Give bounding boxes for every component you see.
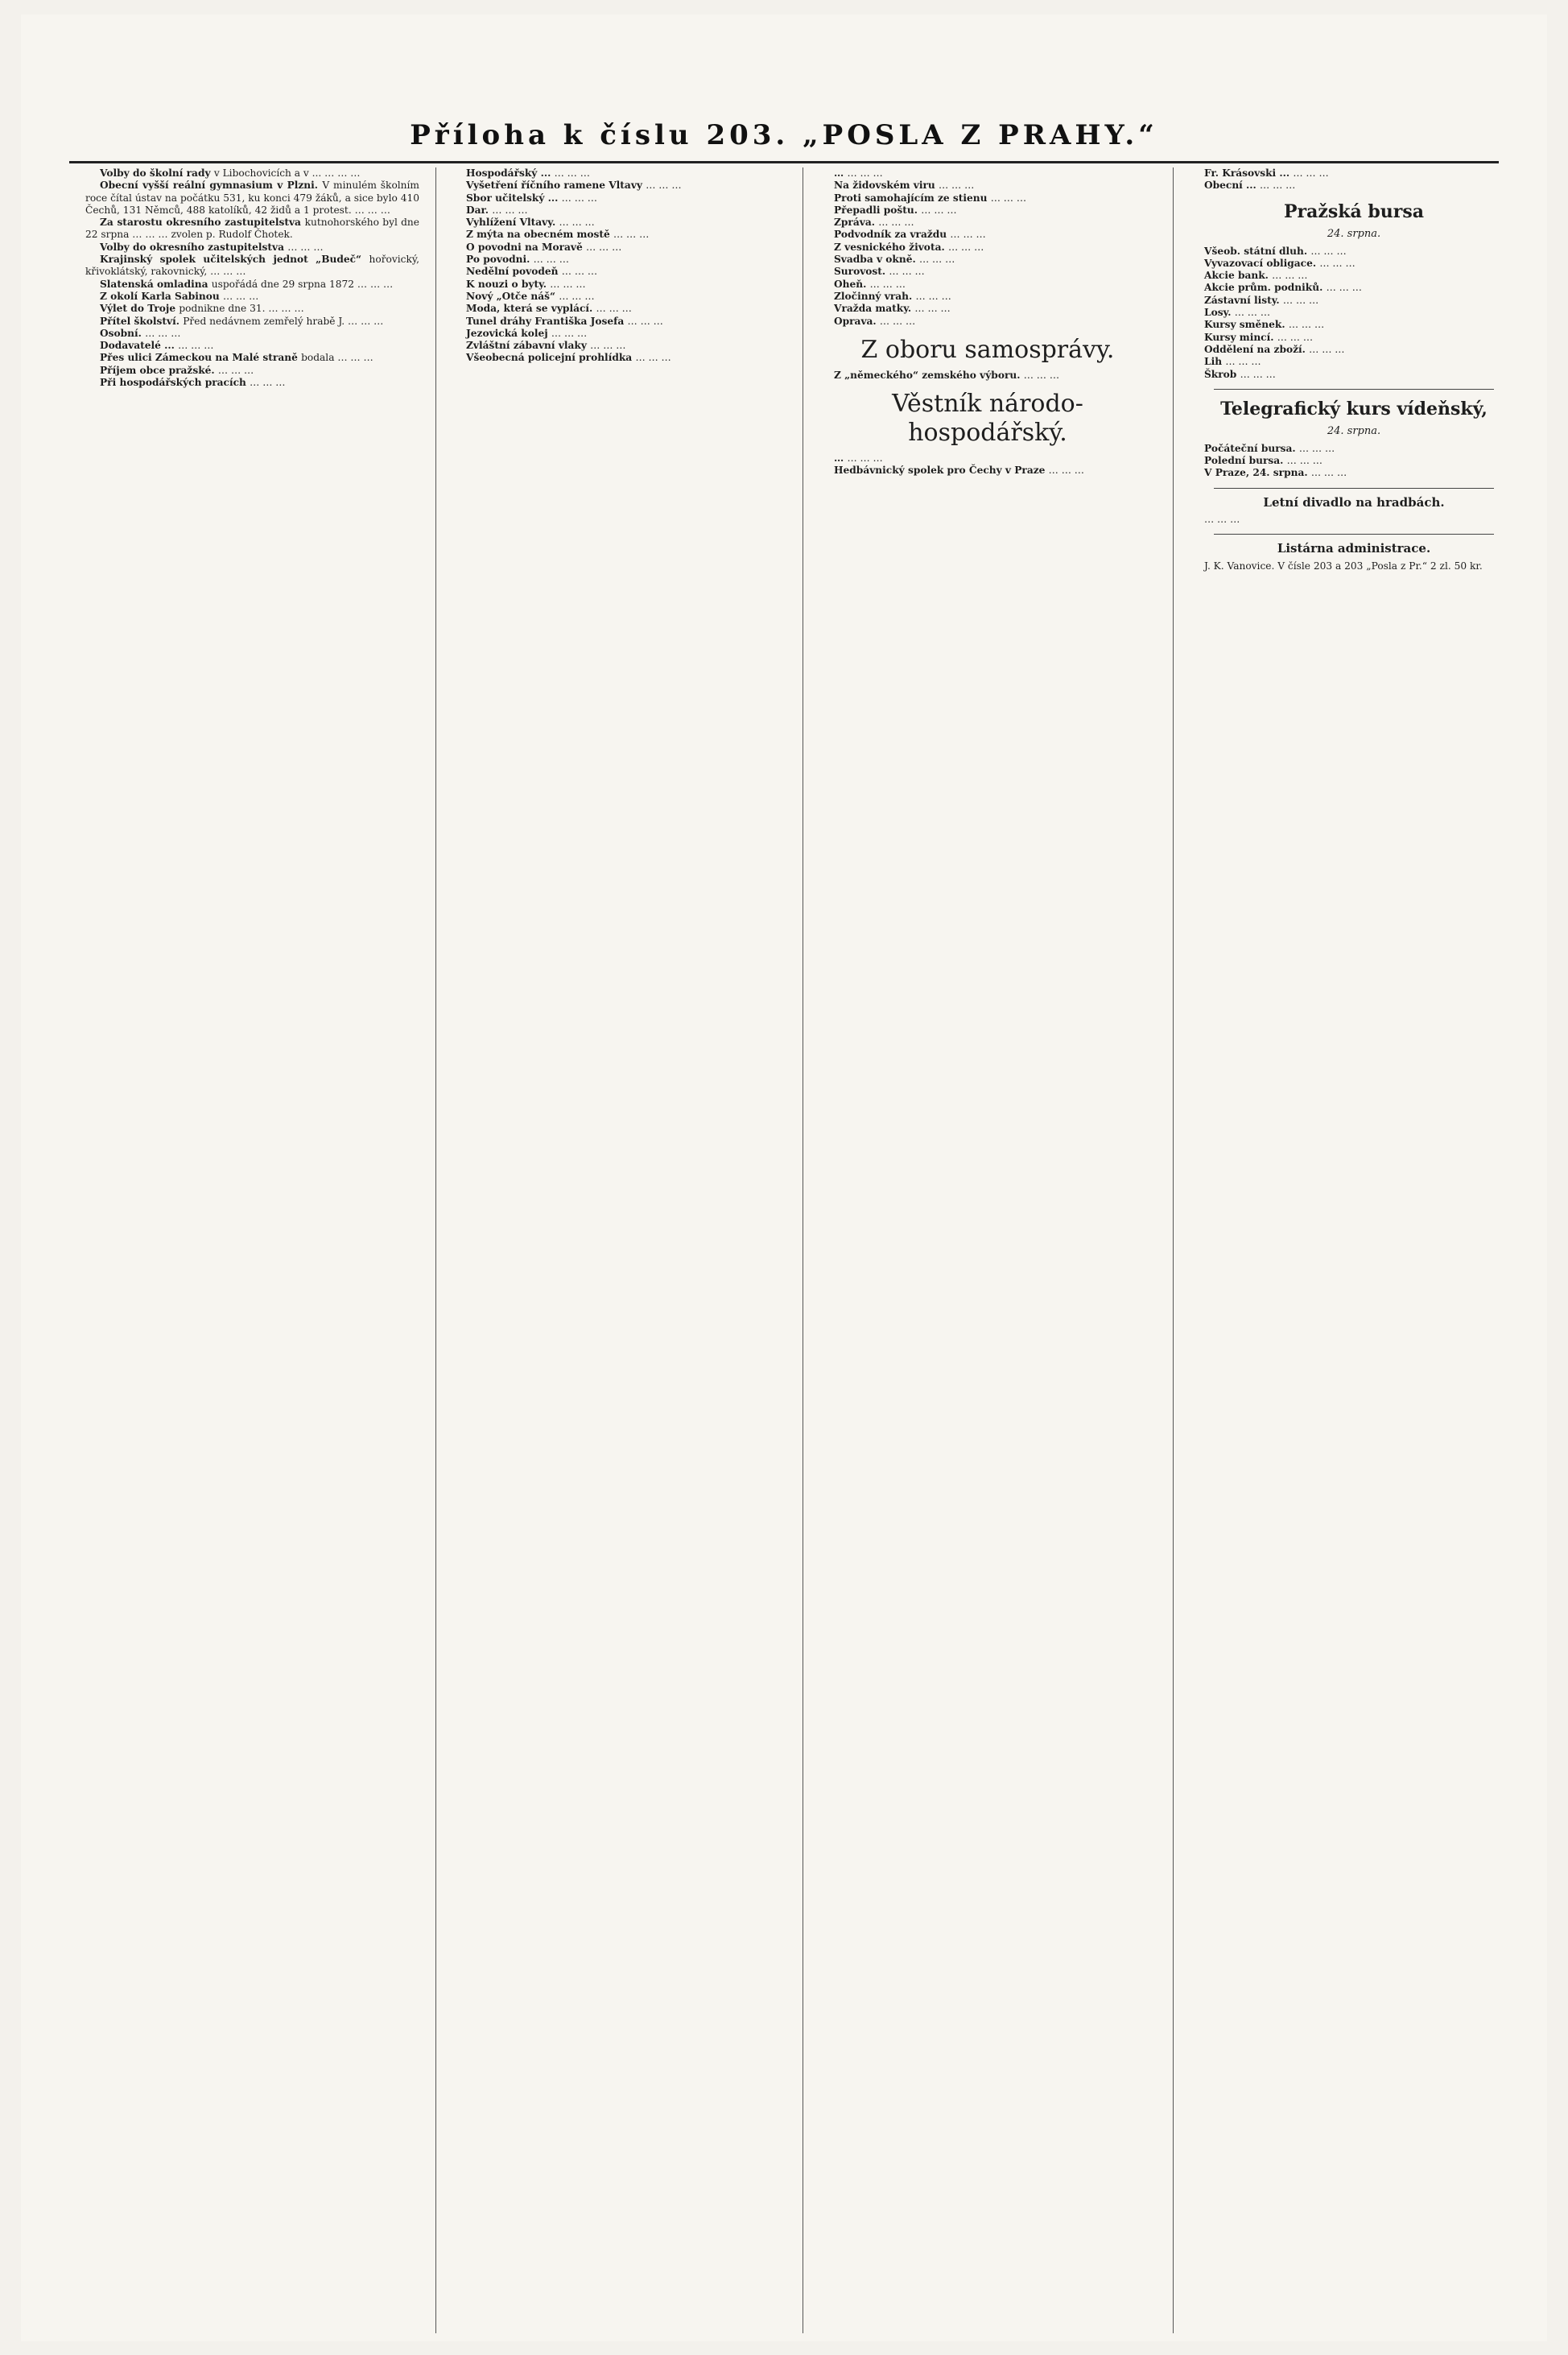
article-text: … … … xyxy=(847,452,883,465)
article-paragraph xyxy=(85,377,419,389)
article-paragraph xyxy=(85,180,419,217)
section-title-telegraph: Telegrafický kurs vídeňský, xyxy=(1220,398,1488,419)
article-text: … … … xyxy=(559,217,595,229)
article-lead: Svadba v okně. xyxy=(834,254,919,266)
article-paragraph xyxy=(1190,369,1518,381)
article-text: … … … xyxy=(1048,465,1084,477)
article-paragraph xyxy=(85,365,419,377)
telegraph-date: 24. srpna. xyxy=(1327,424,1381,437)
article-lead: V Praze, 24. srpna. xyxy=(1204,467,1311,479)
article-paragraph xyxy=(1190,180,1518,192)
article-paragraph xyxy=(85,242,419,254)
article-lead: Volby do okresního zastupitelstva xyxy=(100,241,288,253)
article-text: … … … xyxy=(1277,331,1314,343)
article-text: … … … xyxy=(878,217,914,229)
article-text: bodala … … … xyxy=(301,352,373,364)
article-lead: Slatenská omladina xyxy=(100,278,212,290)
article-lead: Volby do školní rady xyxy=(100,167,214,179)
article-paragraph xyxy=(85,254,419,279)
article-text: … … … xyxy=(918,254,955,266)
section-title-samospravy: Z oboru samosprávy. xyxy=(860,335,1115,364)
article-lead: Sbor učitelský ... xyxy=(466,192,562,204)
article-lead: Jezovická kolej xyxy=(466,327,551,339)
article-lead: K nouzi o byty. xyxy=(466,278,551,290)
column-3 xyxy=(819,167,1156,2333)
article-paragraph xyxy=(1190,455,1518,467)
article-lead: O povodni na Moravě xyxy=(466,241,586,253)
article-text: … … … xyxy=(590,340,626,352)
article-lead: Obecní vyšší reální gymnasium v Plzni. xyxy=(100,180,323,192)
article-text: … … … xyxy=(222,290,259,302)
article-lead: Vražda matky. xyxy=(834,303,915,315)
article-lead: Zvláštní zábavní vlaky xyxy=(466,340,591,352)
article-text: … … … xyxy=(921,204,957,216)
article-lead: Příjem obce pražské. xyxy=(100,364,218,376)
article-lead: Při hospodářských pracích xyxy=(100,377,250,389)
article-paragraph xyxy=(452,217,786,229)
article-text: … … … xyxy=(250,377,286,389)
article-text: … … … xyxy=(1310,467,1347,479)
article-text: V minulém školním roce čítal ústav na počátku 531, ku konci 479 žáků, a sice bylo 410 Čechů, 131 Němců, 488 katolíků, 42 židů a 1 protest. … … … xyxy=(85,180,419,216)
article-paragraph xyxy=(85,340,419,352)
article-lead: Tunel dráhy Františka Josefa xyxy=(466,315,628,327)
article-lead: Výlet do Troje xyxy=(100,303,179,315)
article-lead: Za starostu okresního zastupitelstva xyxy=(100,217,305,229)
article-lead: Vyšetření říčního ramene Vltavy xyxy=(466,180,646,192)
column-2 xyxy=(452,167,786,2333)
article-paragraph xyxy=(452,266,786,278)
article-paragraph xyxy=(85,167,419,180)
article-lead: Kursy mincí. xyxy=(1204,331,1277,343)
column-divider xyxy=(1173,167,1174,2333)
section-rule xyxy=(1214,389,1494,390)
article-paragraph xyxy=(1190,356,1518,368)
article-lead: … xyxy=(834,452,848,465)
article-paragraph xyxy=(85,217,419,242)
article-paragraph xyxy=(819,254,1156,266)
article-lead: Z „německého“ zemského výboru. xyxy=(834,369,1024,381)
page-title: Příloha k číslu 203. „POSLA Z PRAHY.“ xyxy=(410,119,1158,151)
article-paragraph xyxy=(1190,246,1518,258)
article-lead: Hedbávnický spolek pro Čechy v Praze xyxy=(834,465,1049,477)
article-paragraph xyxy=(819,316,1156,328)
article-lead: Obecní ... xyxy=(1204,180,1261,192)
article-paragraph xyxy=(452,352,786,364)
article-lead: Akcie prům. podniků. xyxy=(1204,282,1327,294)
article-text: … … … xyxy=(914,303,951,315)
article-text: … … … xyxy=(586,241,622,253)
article-text: … … … xyxy=(1225,356,1261,368)
article-lead: Hospodářský ... xyxy=(466,167,555,179)
article-text: … … … xyxy=(613,229,650,241)
page-header xyxy=(21,111,1547,159)
article-lead: Vyhlížení Vltavy. xyxy=(466,217,559,229)
article-text: Před nedávnem zemřelý hrabě J. … … … xyxy=(183,315,384,327)
article-paragraph xyxy=(452,242,786,254)
section-rule xyxy=(1214,534,1494,535)
column-3-section-1 xyxy=(819,370,1156,382)
article-paragraph xyxy=(819,217,1156,229)
article-text: … … … xyxy=(1298,442,1335,454)
newspaper-page xyxy=(21,14,1547,2341)
article-lead: Dodavatelé ... xyxy=(100,340,179,352)
article-text: … … … xyxy=(551,327,588,339)
article-text: … … … xyxy=(1240,368,1276,380)
article-lead: Kursy směnek. xyxy=(1204,319,1289,331)
article-paragraph xyxy=(85,303,419,315)
article-text: … … … xyxy=(1309,343,1345,355)
article-lead: Polední bursa. xyxy=(1204,455,1287,467)
article-lead: Vyvazovací obligace. xyxy=(1204,257,1320,269)
article-paragraph xyxy=(85,352,419,364)
article-paragraph xyxy=(1190,295,1518,307)
article-text: … … … xyxy=(217,364,254,376)
article-text: uspořádá dne 29 srpna 1872 … … … xyxy=(211,278,394,290)
article-text: … … … xyxy=(1204,514,1240,526)
article-lead: Všeobecná policejní prohlídka xyxy=(466,352,636,364)
article-text: … … … xyxy=(1286,455,1322,467)
article-lead: Přes ulici Zámeckou na Malé straně xyxy=(100,352,302,364)
article-lead: Akcie bank. xyxy=(1204,270,1273,282)
article-paragraph xyxy=(452,328,786,340)
article-paragraph xyxy=(1190,319,1518,331)
article-paragraph xyxy=(452,254,786,266)
article-text: … … … xyxy=(889,266,925,278)
article-text: … … … xyxy=(559,290,595,302)
section-title-theatre: Letní divadlo na hradbách. xyxy=(1263,494,1445,510)
article-lead: Oheň. xyxy=(834,278,870,290)
article-text: … … … xyxy=(1293,167,1329,179)
article-paragraph xyxy=(1190,443,1518,455)
article-lead: Zpráva. xyxy=(834,217,879,229)
article-lead: Podvodník za vraždu xyxy=(834,229,951,241)
article-text: … … … xyxy=(596,303,632,315)
article-text: … … … xyxy=(879,315,916,327)
article-text: … … … xyxy=(554,167,590,179)
article-text: … … … xyxy=(947,241,984,253)
article-text: … … … xyxy=(561,266,598,278)
article-columns xyxy=(85,167,1518,2333)
article-paragraph xyxy=(452,291,786,303)
article-paragraph xyxy=(819,266,1156,278)
section-title-vestnik: Věstník národo-hospodářský. xyxy=(892,390,1083,448)
article-lead: Dar. xyxy=(466,204,493,216)
article-lead: Oddělení na zboží. xyxy=(1204,343,1310,355)
article-lead: Všeob. státní dluh. xyxy=(1204,245,1311,257)
article-lead: Surovost. xyxy=(834,266,889,278)
article-paragraph xyxy=(1190,344,1518,356)
column-1 xyxy=(85,167,419,2333)
bursa-date: 24. srpna. xyxy=(1327,227,1381,240)
article-lead: Na židovském viru xyxy=(834,180,939,192)
article-lead: Osobní. xyxy=(100,327,146,339)
article-paragraph xyxy=(819,180,1156,192)
article-paragraph xyxy=(819,205,1156,217)
article-text: … … … xyxy=(1310,245,1347,257)
article-text: … … … xyxy=(561,192,597,204)
article-paragraph xyxy=(85,279,419,291)
article-text: … … … xyxy=(627,315,663,327)
article-text: … … … xyxy=(1023,369,1060,381)
column-4-top xyxy=(1190,167,1518,192)
column-3-news xyxy=(819,167,1156,328)
column-divider xyxy=(435,167,436,2333)
article-text: … … … xyxy=(646,180,682,192)
article-text: … … … xyxy=(1272,270,1308,282)
bursa-section xyxy=(1190,246,1518,381)
article-paragraph xyxy=(1190,332,1518,344)
article-paragraph xyxy=(452,192,786,205)
article-text: … … … xyxy=(847,167,883,179)
article-lead: Moda, která se vyplácí. xyxy=(466,303,596,315)
article-lead: Zločinný vrah. xyxy=(834,290,916,302)
article-text: kutnohorského byl dne 22 srpna … … … zvolen p. Rudolf Čhotek. xyxy=(85,217,419,241)
article-text: … … … xyxy=(635,352,671,364)
section-rule xyxy=(1214,488,1494,489)
article-paragraph xyxy=(452,167,786,180)
article-lead: Fr. Krásovski ... xyxy=(1204,167,1294,179)
article-paragraph xyxy=(452,229,786,241)
article-text: … … … xyxy=(869,278,906,290)
header-rule xyxy=(69,161,1499,163)
article-paragraph xyxy=(819,291,1156,303)
article-text: … … … xyxy=(1234,307,1271,319)
article-paragraph xyxy=(1190,282,1518,294)
article-lead: Z mýta na obecném mostě xyxy=(466,229,613,241)
column-3-section-2 xyxy=(819,452,1156,477)
administration-text: J. K. Vanovice. V čísle 203 a 203 „Posla z Pr.“ 2 zl. 50 kr. xyxy=(1204,560,1483,572)
article-text: … … … xyxy=(533,254,569,266)
article-paragraph xyxy=(1190,307,1518,319)
article-lead: Z vesnického života. xyxy=(834,241,948,253)
article-paragraph xyxy=(85,291,419,303)
theatre-section xyxy=(1190,514,1518,526)
article-text: … … … xyxy=(178,340,214,352)
section-title-bursa: Pražská bursa xyxy=(1283,200,1425,222)
article-lead: Lih xyxy=(1204,356,1226,368)
article-text: … … … xyxy=(1288,319,1325,331)
article-paragraph xyxy=(452,180,786,192)
article-lead: Přítel školství. xyxy=(100,315,184,327)
article-paragraph xyxy=(85,316,419,328)
article-paragraph xyxy=(819,279,1156,291)
article-lead: Po povodni. xyxy=(466,254,534,266)
article-text: … … … xyxy=(492,204,528,216)
article-lead: Z okolí Karla Sabinou xyxy=(100,290,223,302)
article-paragraph xyxy=(452,303,786,315)
article-text: … … … xyxy=(1326,282,1362,294)
article-text: … … … xyxy=(1260,180,1296,192)
article-paragraph xyxy=(85,328,419,340)
article-paragraph xyxy=(819,370,1156,382)
article-paragraph xyxy=(1190,258,1518,270)
article-lead: Oprava. xyxy=(834,315,880,327)
article-text: … … … xyxy=(1282,294,1319,306)
article-text: … … … xyxy=(950,229,986,241)
article-lead: Krajinský spolek učitelských jednot „Budeč“ xyxy=(100,254,369,266)
article-paragraph xyxy=(1190,467,1518,479)
article-paragraph xyxy=(819,465,1156,477)
article-paragraph xyxy=(1190,514,1518,526)
article-paragraph xyxy=(452,340,786,352)
article-paragraph xyxy=(1190,167,1518,180)
article-text: … … … xyxy=(1319,257,1355,269)
article-lead: Přepadli poštu. xyxy=(834,204,922,216)
article-text: … … … xyxy=(990,192,1027,204)
section-title-administration: Listárna administrace. xyxy=(1277,541,1431,556)
column-4 xyxy=(1190,167,1518,2333)
telegraph-section xyxy=(1190,443,1518,480)
article-text: … … … xyxy=(915,290,951,302)
article-paragraph xyxy=(452,205,786,217)
article-lead: Losy. xyxy=(1204,307,1235,319)
article-lead: Zástavní listy. xyxy=(1204,294,1283,306)
article-paragraph xyxy=(819,192,1156,205)
article-lead: Proti samohajícím ze stienu xyxy=(834,192,991,204)
article-text: hořovický, křivoklátský, rakovnický, … … … xyxy=(85,254,419,278)
article-text: … … … xyxy=(550,278,586,290)
article-text: … … … xyxy=(145,327,181,339)
article-text: … … … xyxy=(939,180,975,192)
article-paragraph xyxy=(452,316,786,328)
article-lead: Škrob xyxy=(1204,368,1240,380)
article-paragraph xyxy=(819,167,1156,180)
article-paragraph xyxy=(819,242,1156,254)
article-text: podnikne dne 31. … … … xyxy=(179,303,304,315)
article-paragraph xyxy=(452,279,786,291)
article-text: … … … xyxy=(287,241,324,253)
article-paragraph xyxy=(819,452,1156,465)
article-lead: Počáteční bursa. xyxy=(1204,442,1299,454)
article-paragraph xyxy=(1190,270,1518,282)
article-text: v Libochovicích a v ... … … … xyxy=(213,167,361,179)
article-lead: Nedělní povodeň xyxy=(466,266,562,278)
article-lead: Nový „Otče náš“ xyxy=(466,290,559,302)
article-paragraph xyxy=(819,303,1156,315)
article-lead: … xyxy=(834,167,848,179)
article-paragraph xyxy=(819,229,1156,241)
